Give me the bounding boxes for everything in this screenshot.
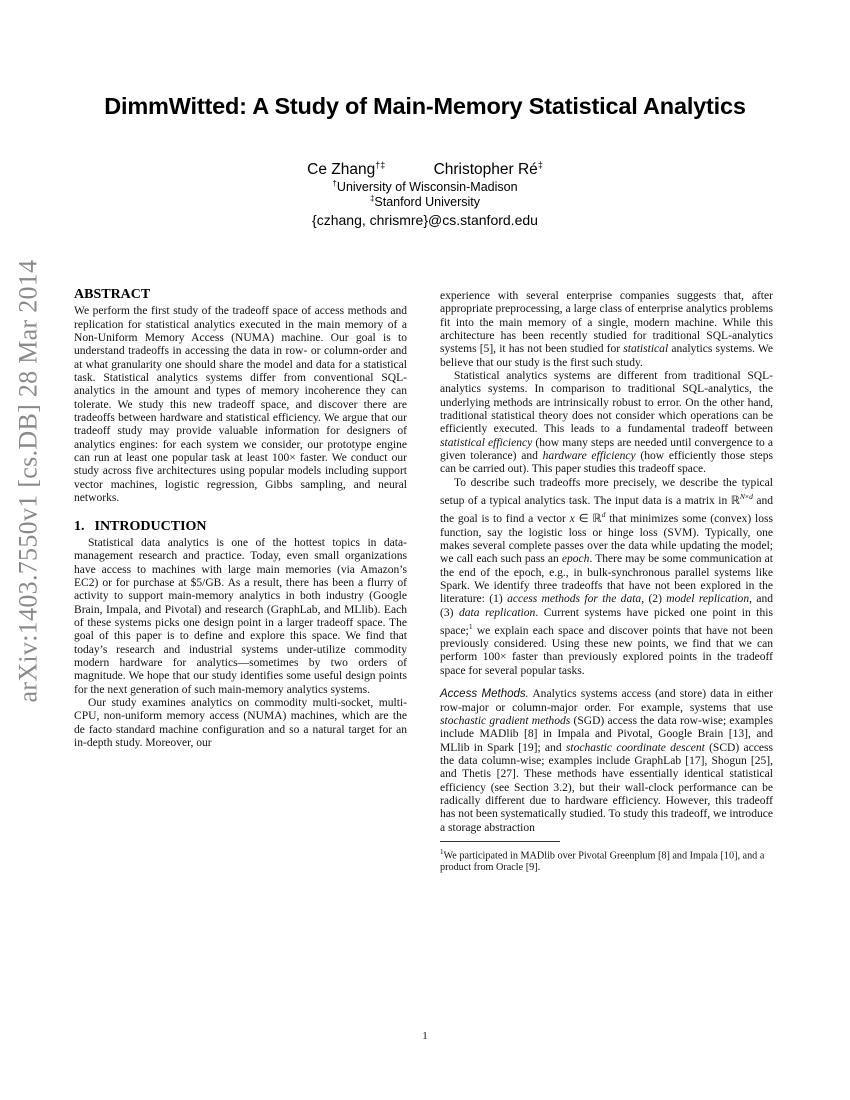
introduction-heading — [74, 520, 407, 533]
author-email: {czhang, chrismre}@cs.stanford.edu — [312, 212, 538, 228]
footnote — [440, 846, 773, 874]
affiliation-1-name: University of Wisconsin-Madison — [336, 180, 518, 195]
right-column — [440, 290, 773, 874]
affiliation-2-name: Stanford University — [374, 195, 481, 210]
abstract-heading: ABSTRACT — [74, 287, 151, 302]
affiliation-1-mark: † — [332, 179, 337, 188]
intro-paragraph-1: Statistical data analytics is one of the hottest topics in data-management research and practice. Today, even small organizations have access to machines with large main memories (via Amazon’s EC2) or for purchase at $5/GB. As a result, there has been a flurry of activity to support main-memory analytics in both industry (Google Brain, Impala, and Pivotal) and research (GraphLab, and MLlib). Each of these systems picks one design point in a larger tradeoff space. The goal of this paper is to define and explore this space. We find that today’s research and industrial systems under-utilize commodity modern hardware for analytics—sometimes by two orders of magnitude. We hope that our study identifies some useful design points for the next generation of such main-memory analytics systems. — [74, 536, 407, 696]
page-number: 1 — [422, 1030, 428, 1042]
right-paragraph-4: Access Methods. Analytics systems access (and store) data in either row-major or column-major order. For example, systems that use stochastic gradient methods (SGD) access the data row-wise; examples include MADlib [8] in Impala and Pivotal, Google Brain [13], and MLlib in Spark [19]; and stochastic coordinate descent (SCD) access the data column-wise; examples include GraphLab [17], Shogun [25], and Thetis [27]. These methods have essentially identical statistical efficiency (see Section 3.2), but their wall-clock performance can be radically different due to hardware efficiency. However, this tradeoff has not been systematically studied. To study this tradeoff, we introduce a storage abstraction — [440, 688, 773, 834]
footnote-mark: 1 — [440, 847, 444, 856]
right-paragraph-2: Statistical analytics systems are different from traditional SQL-analytics systems. In comparison to traditional SQL-analytics, the underlying methods are intrinsically robust to error. On the other hand, traditional statistical theory does not consider which operations can be efficiently executed. This leads to a fundamental tradeoff between statistical efficiency (how many steps are needed until convergence to a given tolerance) and hardware efficiency (how efficiently those steps can be carried out). This paper studies this tradeoff space. — [440, 370, 774, 476]
affiliation-2-mark: ‡ — [369, 194, 375, 203]
section-number: 1. — [74, 518, 85, 534]
affiliation-2 — [0, 194, 850, 209]
arxiv-stamp-text: arXiv:1403.7550v1 [cs.DB] 28 Mar 2014 — [13, 259, 42, 703]
footnote-text: We participated in MADlib over Pivotal Greenplum [8] and Impala [10], and a product from Oracle [9]. — [440, 850, 765, 874]
right-paragraph-1: experience with several enterprise companies suggests that, after appropriate preprocessing, a large class of enterprise analytics problems fit into the main memory of a single, modern machine. While this architecture has been recently studied for traditional SQL-analytics systems [5], it has not been studied for statistical analytics systems. We believe that our study is the first such study. — [440, 290, 773, 369]
author-2-name: Christopher Ré — [433, 161, 538, 179]
affiliation-1 — [0, 179, 850, 194]
intro-paragraph-2: Our study examines analytics on commodity multi-socket, multi-CPU, non-uniform memory access (NUMA) machines, which are the de facto standard machine configuration and so a natural target for an in-depth study. Moreover, our — [74, 696, 407, 749]
abstract-text: We perform the first study of the tradeoff space of access methods and replication for statistical analytics executed in the main memory of a Non-Uniform Memory Access (NUMA) machine. Our goal is to understand tradeoffs in accessing the data in row- or column-order and at what granularity one should share the model and data for a statistical task. Statistical analytics systems differ from conventional SQL-analytics in the amount and types of memory incoherence they can tolerate. We study this new tradeoff space, and discover there are tradeoffs between hardware and statistical efficiency. We argue that our tradeoff study may provide valuable information for designers of analytics engines: for each system we consider, our prototype engine can run at least one popular task at least 100× faster. We conduct our study across five architectures using popular models including support vector machines, logistic regression, Gibbs sampling, and neural networks. — [74, 305, 407, 505]
author-1-name: Ce Zhang — [307, 161, 376, 179]
paper-title: DimmWitted: A Study of Main-Memory Statistical Analytics — [104, 93, 746, 119]
author-2-marks: ‡ — [537, 160, 543, 170]
author-2 — [434, 160, 543, 179]
footnote-rule — [440, 841, 560, 842]
author-1 — [307, 160, 385, 179]
arxiv-stamp — [8, 259, 48, 703]
right-paragraph-3: To describe such tradeoffs more precisely, we describe the typical setup of a typical analytics task. The input data is a matrix in ℝ$^{N\times d}$ and the goal is to find a vector x ∈ ℝ$^d$ that minimizes some (convex) loss function, say the logistic loss or hinge loss (SVM). Typically, one makes several complete passes over the data while updating the model; we call each such pass an epoch. There may be some communication at the end of the epoch, e.g., in bulk-synchronous parallel systems like Spark. We identify three tradeoffs that have not been explored in the literature: (1) access methods for the data, (2) model replication, and (3) data replication. Current systems have picked one point in this space;$^1$ we explain each space and discover points that have not been previously considered. Using these new points, we find that we can perform 100× faster than previously explored points in the tradeoff space for several popular tasks. — [440, 476, 774, 677]
author-1-marks: †‡ — [375, 160, 386, 170]
left-column — [74, 288, 407, 750]
author-list — [0, 160, 850, 179]
access-methods-title: Access Methods. — [440, 688, 529, 701]
section-title: INTRODUCTION — [94, 518, 207, 534]
